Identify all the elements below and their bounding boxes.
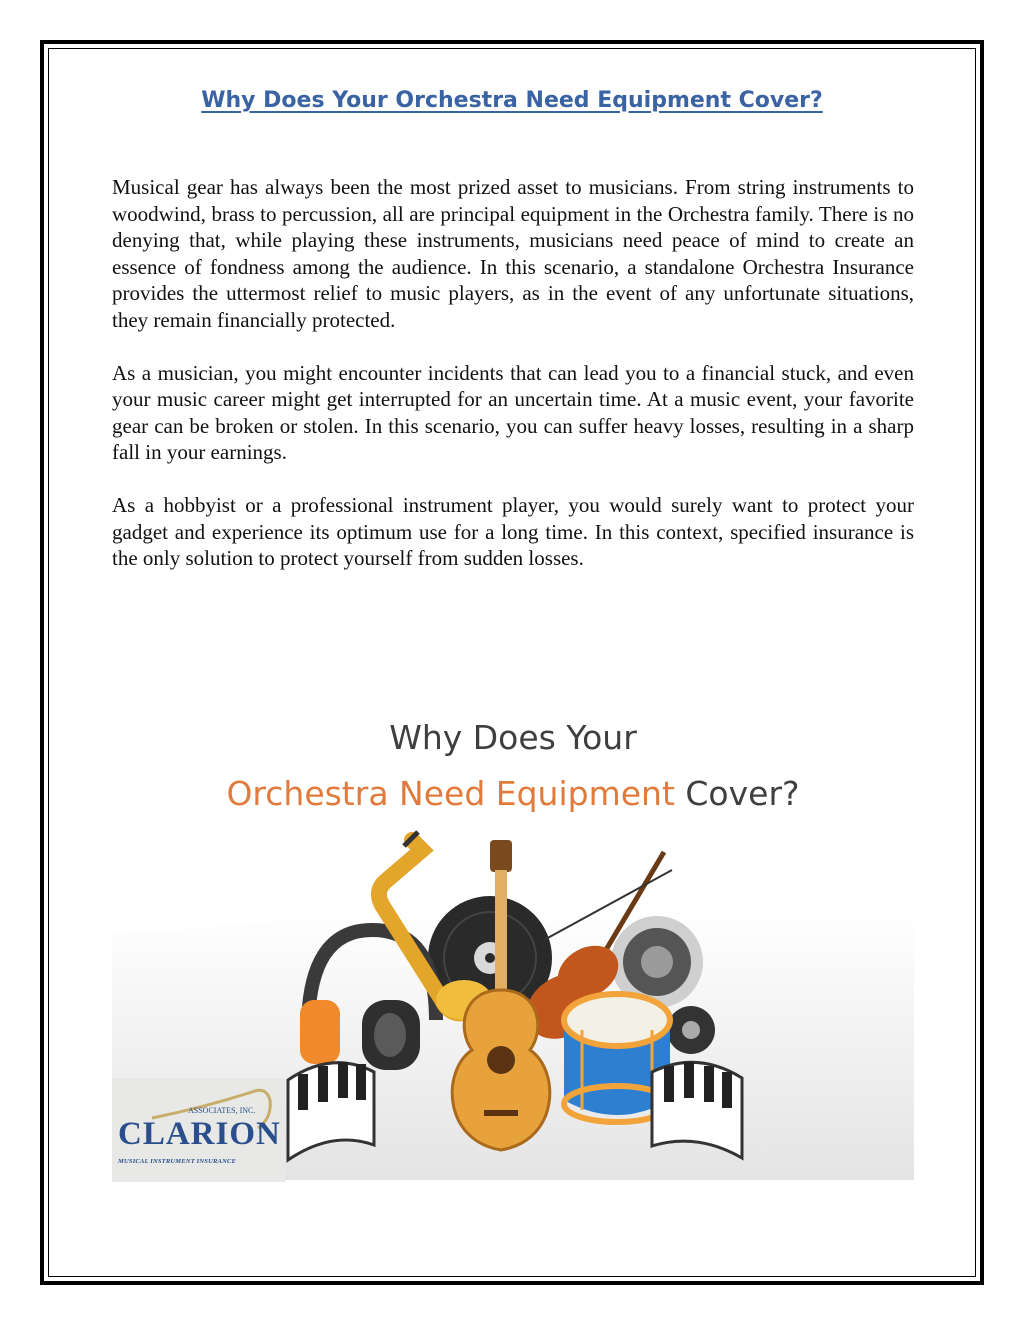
- clarion-logo: [112, 1078, 285, 1182]
- document-title: Why Does Your Orchestra Need Equipment Cover?: [201, 88, 823, 113]
- poster-heading-rest: Cover?: [685, 774, 800, 813]
- poster-image: [112, 700, 914, 1220]
- document-body: [112, 174, 914, 598]
- paragraph-3: As a hobbyist or a professional instrument player, you would surely want to protect your gadget and experience its optimum use for a long time. In this context, specified insurance is the only solution to protect yourself from sudden losses.: [112, 492, 914, 571]
- poster-heading-line1: Why Does Your: [389, 718, 637, 757]
- logo-name: CLARION: [118, 1116, 281, 1152]
- logo-tagline: MUSICAL INSTRUMENT INSURANCE: [118, 1158, 237, 1165]
- poster-heading-highlight: Orchestra Need Equipment: [226, 774, 675, 813]
- paragraph-1: Musical gear has always been the most prized asset to musicians. From string instruments to woodwind, brass to percussion, all are principal equipment in the Orchestra family. There is no denying that, while playing these instruments, musicians need peace of mind to create an essence of fondness among the audience. In this scenario, a standalone Orchestra Insurance provides the uttermost relief to music players, as in the event of any unfortunate situations, they remain financially protected.: [112, 175, 914, 332]
- logo-associates: ASSOCIATES, INC.: [188, 1106, 256, 1115]
- paragraph-2: As a musician, you might encounter incidents that can lead you to a financial stuck, and even your music career might get interrupted for an uncertain time. At a music event, your favorite gear can be broken or stolen. In this scenario, you can suffer heavy losses, resulting in a sharp fall in your earnings.: [112, 360, 914, 465]
